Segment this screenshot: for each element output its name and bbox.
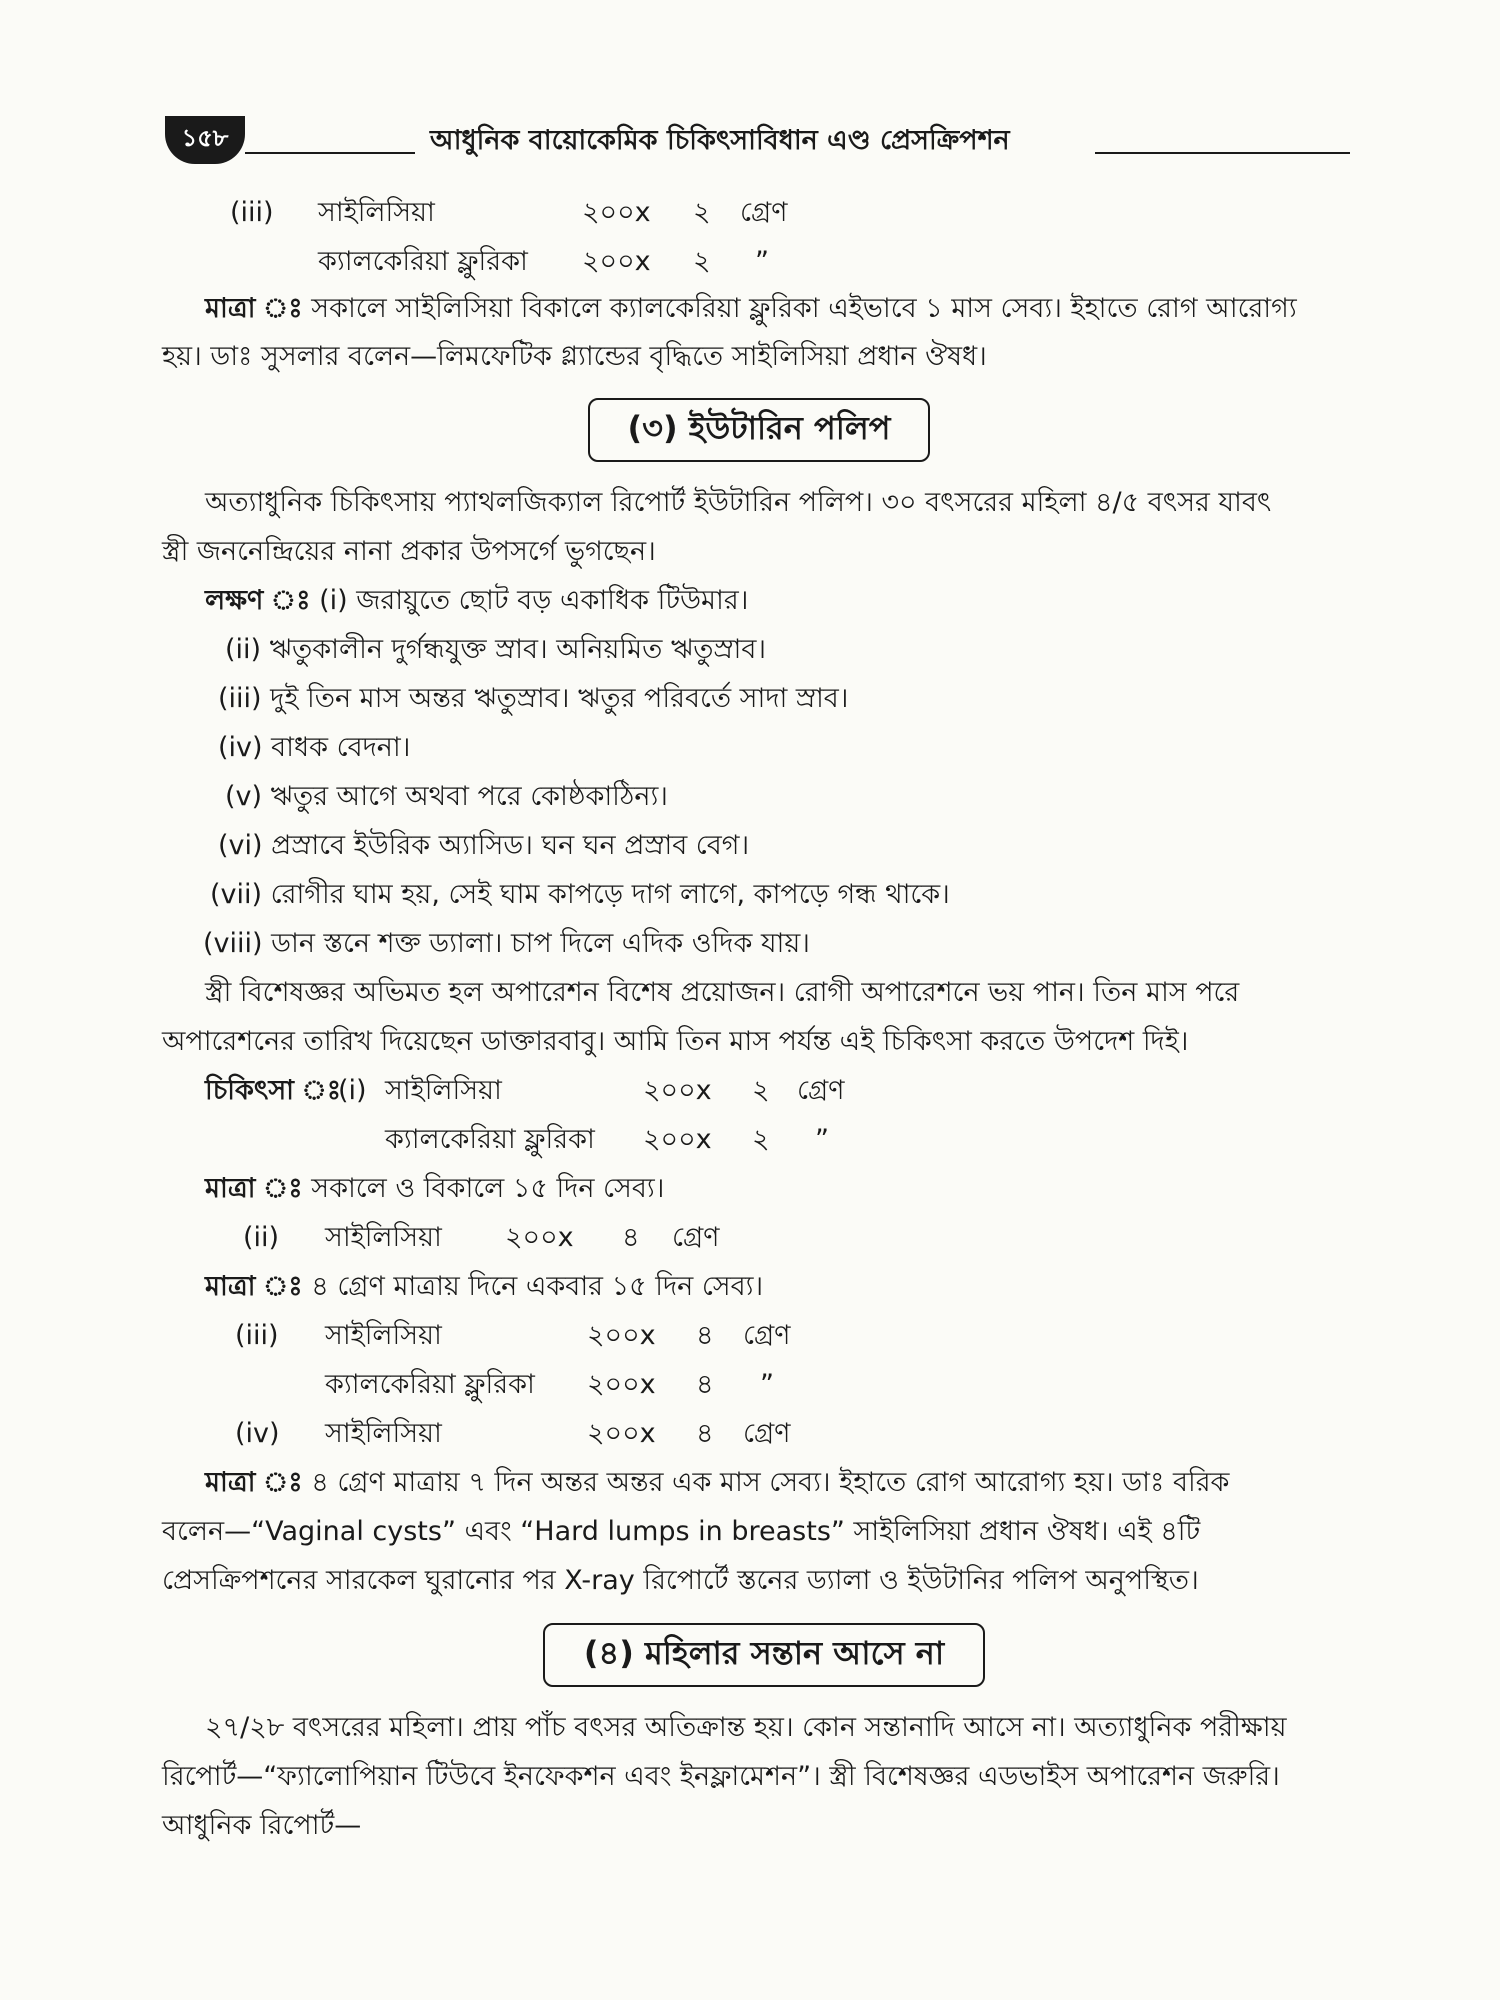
final-dose-paragraph (205, 1466, 1229, 1500)
dose-text: সকালে সাইলিসিয়া বিকালে ক্যালকেরিয়া ফ্লুরিকা এইভাবে ১ মাস সেব্য। ইহাতে রোগ আরোগ্য (311, 293, 1297, 324)
symptoms-label: লক্ষণ ঃ (205, 585, 311, 616)
rx-quantity: ৪ (696, 1320, 714, 1351)
rx-quantity: ৪ (622, 1222, 640, 1253)
rx-quantity: ৪ (696, 1369, 714, 1400)
opinion-paragraph-cont: অপারেশনের তারিখ দিয়েছেন ডাক্তারবাবু। আমি তিন মাস পর্যন্ত এই চিকিৎসা করতে উপদেশ দিই। (162, 1026, 1189, 1057)
header-rule-left (245, 152, 415, 154)
symptom-text: ঋতুর আগে অথবা পরে কোষ্ঠকাঠিন্য। (270, 781, 668, 812)
rx-number: (iv) (235, 1418, 280, 1449)
section-heading: (৪) মহিলার সন্তান আসে না (543, 1623, 985, 1687)
symptom-text: জরায়ুতে ছোট বড় একাধিক টিউমার। (356, 585, 749, 616)
rx-medicine: সাইলিসিয়া (325, 1222, 442, 1253)
symptom-number: (viii) (203, 928, 263, 959)
rx-number: (iii) (235, 1320, 279, 1351)
rx-potency: ২০০x (587, 1369, 656, 1400)
rx-number: (i) (338, 1075, 367, 1106)
section4-paragraph: ২৭/২৮ বৎসরের মহিলা। প্রায় পাঁচ বৎসর অতিক্রান্ত হয়। কোন সন্তানাদি আসে না। অত্যাধুনিক পরীক্ষায় (205, 1712, 1287, 1743)
dose-text: ৪ গ্রেণ মাত্রায় ৭ দিন অন্তর অন্তর এক মাস সেব্য। ইহাতে রোগ আরোগ্য হয়। ডাঃ বরিক (311, 1467, 1230, 1498)
rx-potency: ২০০x (587, 1418, 656, 1449)
section-heading: (৩) ইউটারিন পলিপ (588, 398, 930, 462)
rx-number: (ii) (243, 1222, 280, 1253)
rx-unit: গ্রেণ (740, 197, 788, 228)
symptom-item (218, 829, 749, 863)
symptom-text: ডান স্তনে শক্ত ড্যালা। চাপ দিলে এদিক ওদিক যায়। (271, 928, 810, 959)
symptom-item (225, 633, 766, 667)
opinion-paragraph: স্ত্রী বিশেষজ্ঞর অভিমত হল অপারেশন বিশেষ প্রয়োজন। রোগী অপারেশনে ভয় পান। তিন মাস পরে (205, 977, 1240, 1008)
rx-unit: ” (815, 1124, 829, 1155)
rx-unit: গ্রেণ (743, 1418, 791, 1449)
rx-quantity: ৪ (696, 1418, 714, 1449)
header-rule-right (1095, 152, 1350, 154)
dose-line (205, 1270, 763, 1304)
rx-unit: ” (755, 246, 769, 277)
rx-unit: গ্রেণ (743, 1320, 791, 1351)
symptom-number: (vii) (210, 879, 263, 910)
section4-paragraph-cont: আধুনিক রিপোর্ট— (162, 1810, 362, 1841)
symptom-number: (vi) (218, 830, 263, 861)
section4-paragraph-cont: রিপোর্ট—“ফ্যালোপিয়ান টিউবে ইনফেকশন এবং ইনফ্লামেশন”। স্ত্রী বিশেষজ্ঞর এডভাইস অপারেশন জরুরি। (162, 1761, 1280, 1792)
symptom-item (218, 731, 410, 765)
rx-medicine: সাইলিসিয়া (325, 1320, 442, 1351)
intro-paragraph-cont: স্ত্রী জননেন্দ্রিয়ের নানা প্রকার উপসর্গে ভুগছেন। (162, 536, 656, 567)
intro-paragraph: অত্যাধুনিক চিকিৎসায় প্যাথলজিক্যাল রিপোর্ট ইউটারিন পলিপ। ৩০ বৎসরের মহিলা ৪/৫ বৎসর যাবৎ (205, 487, 1272, 518)
rx-potency: ২০০x (587, 1320, 656, 1351)
symptom-number: (i) (319, 585, 348, 616)
symptom-item (203, 927, 810, 961)
dose-line (205, 1172, 664, 1206)
symptom-number: (v) (225, 781, 263, 812)
page-header-title: আধুনিক বায়োকেমিক চিকিৎসাবিধান এণ্ড প্রেসক্রিপশন (430, 125, 1010, 156)
symptom-item (210, 878, 950, 912)
dose-label: মাত্রা ঃ (205, 293, 303, 324)
rx-potency: ২০০x (582, 197, 651, 228)
rx-number: (iii) (230, 197, 274, 228)
dose-text: সকালে ও বিকালে ১৫ দিন সেব্য। (311, 1173, 665, 1204)
rx-quantity: ২ (752, 1124, 770, 1155)
page-number: ১৫৮ (165, 116, 245, 164)
treatment-label: চিকিৎসা ঃ (205, 1075, 342, 1106)
symptom-number: (iv) (218, 732, 263, 763)
final-dose-paragraph-cont: প্রেসক্রিপশনের সারকেল ঘুরানোর পর X-ray রিপোর্টে স্তনের ড্যালা ও ইউটানির পলিপ অনুপস্থিত। (162, 1565, 1199, 1596)
symptom-text: বাধক বেদনা। (271, 732, 411, 763)
symptom-item (225, 780, 668, 814)
rx-medicine: সাইলিসিয়া (385, 1075, 502, 1106)
dose-paragraph-cont: হয়। ডাঃ সুসলার বলেন—লিমফেটিক গ্ল্যান্ডের বৃদ্ধিতে সাইলিসিয়া প্রধান ঔষধ। (162, 341, 987, 372)
symptom-text: রোগীর ঘাম হয়, সেই ঘাম কাপড়ে দাগ লাগে, কাপড়ে গন্ধ থাকে। (270, 879, 950, 910)
rx-potency: ২০০x (505, 1222, 574, 1253)
symptom-item (218, 682, 848, 716)
symptom-item (205, 584, 748, 618)
rx-medicine: সাইলিসিয়া (318, 197, 435, 228)
rx-potency: ২০০x (582, 246, 651, 277)
final-dose-paragraph-cont: বলেন—“Vaginal cysts” এবং “Hard lumps in breasts” সাইলিসিয়া প্রধান ঔষধ। এই ৪টি (162, 1516, 1201, 1547)
rx-unit: গ্রেণ (672, 1222, 720, 1253)
rx-quantity: ২ (693, 246, 711, 277)
rx-potency: ২০০x (643, 1075, 712, 1106)
rx-unit: গ্রেণ (797, 1075, 845, 1106)
rx-medicine: সাইলিসিয়া (325, 1418, 442, 1449)
dose-paragraph (205, 292, 1297, 326)
dose-text: ৪ গ্রেণ মাত্রায় দিনে একবার ১৫ দিন সেব্য। (311, 1271, 764, 1302)
rx-unit: ” (760, 1369, 774, 1400)
rx-medicine: ক্যালকেরিয়া ফ্লুরিকা (325, 1369, 535, 1400)
dose-label: মাত্রা ঃ (205, 1271, 303, 1302)
symptom-text: প্রস্রাবে ইউরিক অ্যাসিড। ঘন ঘন প্রস্রাব বেগ। (271, 830, 750, 861)
rx-potency: ২০০x (643, 1124, 712, 1155)
rx-medicine: ক্যালকেরিয়া ফ্লুরিকা (385, 1124, 595, 1155)
symptom-text: দুই তিন মাস অন্তর ঋতুস্রাব। ঋতুর পরিবর্তে সাদা স্রাব। (270, 683, 849, 714)
rx-quantity: ২ (693, 197, 711, 228)
rx-medicine: ক্যালকেরিয়া ফ্লুরিকা (318, 246, 528, 277)
dose-label: মাত্রা ঃ (205, 1467, 303, 1498)
symptom-number: (ii) (225, 634, 262, 665)
symptom-number: (iii) (218, 683, 262, 714)
rx-quantity: ২ (752, 1075, 770, 1106)
symptom-text: ঋতুকালীন দুর্গন্ধযুক্ত স্রাব। অনিয়মিত ঋতুস্রাব। (269, 634, 767, 665)
dose-label: মাত্রা ঃ (205, 1173, 303, 1204)
